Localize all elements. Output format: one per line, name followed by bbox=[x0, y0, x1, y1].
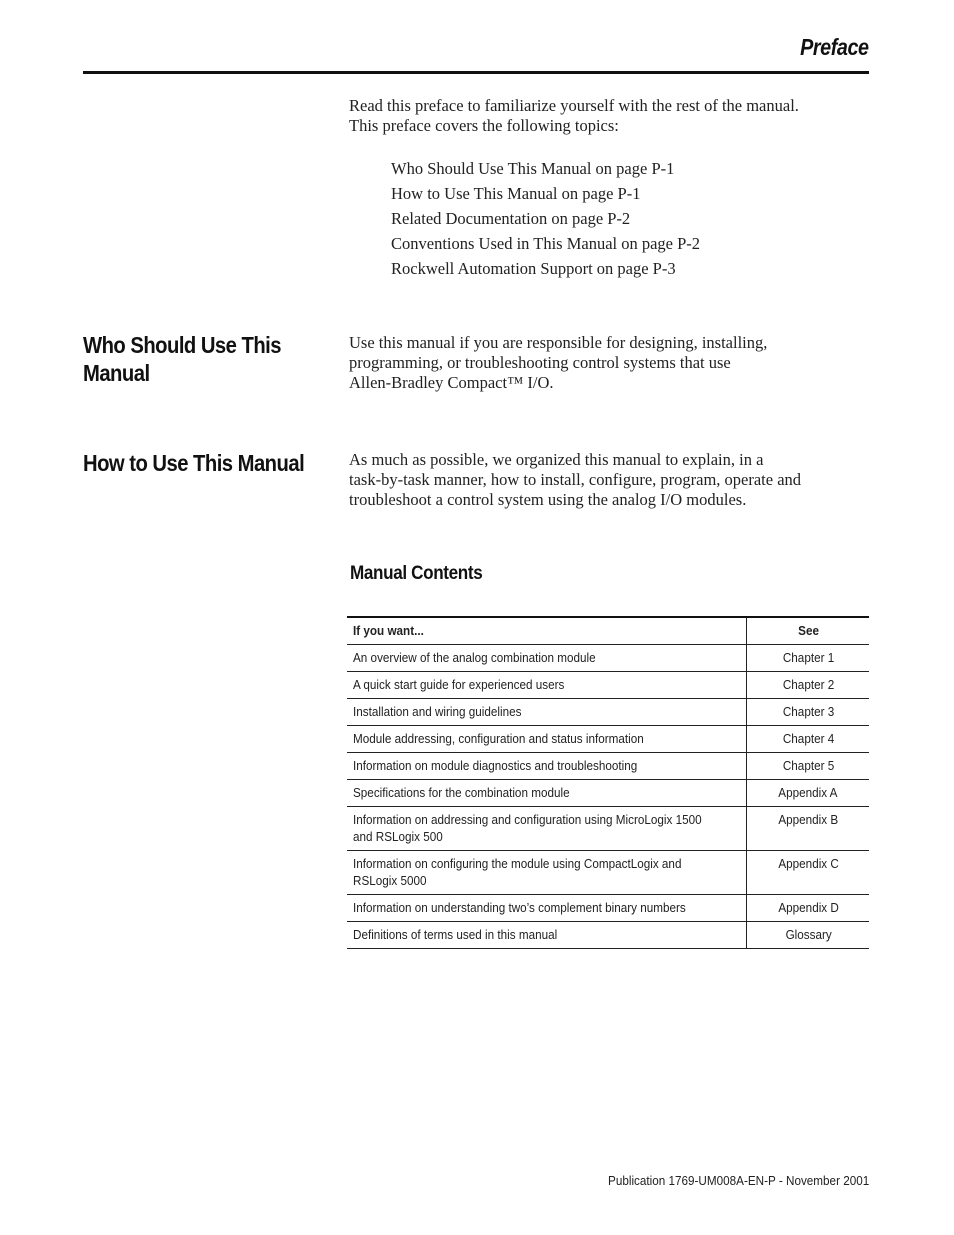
how-to-use-heading: How to Use This Manual bbox=[83, 450, 305, 476]
see-cell: Chapter 4 bbox=[747, 726, 869, 753]
table-row bbox=[347, 895, 869, 922]
manual-contents-table bbox=[347, 616, 869, 949]
intro-line: This preface covers the following topics: bbox=[349, 116, 619, 135]
see-cell: Glossary bbox=[747, 922, 869, 949]
how-line: task-by-task manner, how to install, configure, program, operate and bbox=[349, 470, 802, 489]
heading-line: Manual bbox=[83, 360, 150, 386]
topic-item: Who Should Use This Manual on page P-1 bbox=[391, 159, 675, 178]
want-cell: An overview of the analog combination module bbox=[347, 645, 747, 672]
see-cell: Appendix C bbox=[747, 851, 869, 895]
who-line: programming, or troubleshooting control systems that use bbox=[349, 353, 731, 372]
topic-item: Rockwell Automation Support on page P-3 bbox=[391, 259, 676, 278]
want-cell: Information on understanding two’s complement binary numbers bbox=[347, 895, 747, 922]
see-cell: Appendix A bbox=[747, 780, 869, 807]
page-header-title: Preface bbox=[800, 34, 869, 60]
want-cell: Installation and wiring guidelines bbox=[347, 699, 747, 726]
column-header-see: See bbox=[747, 617, 869, 645]
see-cell: Appendix D bbox=[747, 895, 869, 922]
how-paragraph bbox=[349, 450, 869, 510]
manual-contents-heading: Manual Contents bbox=[350, 563, 483, 584]
table-row bbox=[347, 780, 869, 807]
header-rule bbox=[83, 71, 869, 74]
topic-item: How to Use This Manual on page P-1 bbox=[391, 184, 641, 203]
how-line: As much as possible, we organized this manual to explain, in a bbox=[349, 450, 764, 469]
want-cell: Information on module diagnostics and troubleshooting bbox=[347, 753, 747, 780]
table-row bbox=[347, 807, 869, 851]
see-cell: Chapter 1 bbox=[747, 645, 869, 672]
topic-item: Related Documentation on page P-2 bbox=[391, 209, 631, 228]
who-paragraph bbox=[349, 333, 869, 393]
topic-item: Conventions Used in This Manual on page P-2 bbox=[391, 234, 701, 253]
want-cell: Information on configuring the module using CompactLogix and RSLogix 5000 bbox=[347, 851, 747, 895]
want-cell: Definitions of terms used in this manual bbox=[347, 922, 747, 949]
who-should-use-heading bbox=[83, 331, 294, 387]
intro-line: Read this preface to familiarize yourself with the rest of the manual. bbox=[349, 96, 799, 115]
want-cell: Specifications for the combination module bbox=[347, 780, 747, 807]
heading-line: Who Should Use This bbox=[83, 332, 281, 358]
see-cell: Chapter 2 bbox=[747, 672, 869, 699]
want-cell: A quick start guide for experienced users bbox=[347, 672, 747, 699]
who-line: Use this manual if you are responsible for designing, installing, bbox=[349, 333, 768, 352]
table-row bbox=[347, 672, 869, 699]
column-header-want: If you want... bbox=[347, 617, 747, 645]
table-row bbox=[347, 922, 869, 949]
table-header-row bbox=[347, 617, 869, 645]
see-cell: Appendix B bbox=[747, 807, 869, 851]
table-row bbox=[347, 753, 869, 780]
see-cell: Chapter 3 bbox=[747, 699, 869, 726]
topic-list bbox=[391, 156, 700, 281]
intro-paragraph bbox=[349, 96, 869, 136]
table-row bbox=[347, 699, 869, 726]
table-row bbox=[347, 645, 869, 672]
publication-footer: Publication 1769-UM008A-EN-P - November 2001 bbox=[607, 1173, 869, 1188]
who-line: Allen-Bradley Compact™ I/O. bbox=[349, 373, 554, 392]
want-cell: Information on addressing and configuration using MicroLogix 1500 and RSLogix 500 bbox=[347, 807, 747, 851]
see-cell: Chapter 5 bbox=[747, 753, 869, 780]
table-row bbox=[347, 726, 869, 753]
want-cell: Module addressing, configuration and status information bbox=[347, 726, 747, 753]
table-row bbox=[347, 851, 869, 895]
how-line: troubleshoot a control system using the analog I/O modules. bbox=[349, 490, 747, 509]
